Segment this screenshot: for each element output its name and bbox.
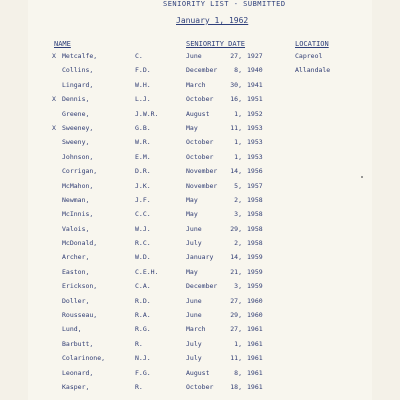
seniority-year: 1960 <box>247 311 263 320</box>
employee-name: McInnis, <box>62 210 94 219</box>
seniority-list <box>28 50 372 395</box>
document-heading: SENIORITY LIST - SUBMITTED <box>163 0 286 8</box>
seniority-month: June <box>186 224 202 233</box>
seniority-year: 1961 <box>247 339 263 348</box>
list-row <box>28 381 372 395</box>
seniority-day: 27, <box>230 296 242 305</box>
seniority-month: November <box>186 167 218 176</box>
list-row <box>28 223 372 237</box>
employee-initials: W.J. <box>135 224 151 233</box>
seniority-day: 30, <box>230 80 242 89</box>
list-row <box>28 338 372 352</box>
employee-initials: N.J. <box>135 354 151 363</box>
list-row <box>28 180 372 194</box>
seniority-day: 18, <box>230 382 242 391</box>
seniority-day: 21, <box>230 267 242 276</box>
seniority-year: 1956 <box>247 167 263 176</box>
seniority-day: 3, <box>234 282 242 291</box>
seniority-year: 1959 <box>247 282 263 291</box>
seniority-month: March <box>186 80 206 89</box>
seniority-year: 1961 <box>247 382 263 391</box>
employee-name: Rousseau, <box>62 311 98 320</box>
employee-initials: R. <box>135 339 143 348</box>
list-row <box>28 122 372 136</box>
list-row <box>28 50 372 64</box>
employee-name: Johnson, <box>62 152 94 161</box>
employee-name: Colarinone, <box>62 354 106 363</box>
seniority-year: 1961 <box>247 354 263 363</box>
employee-name: Lund, <box>62 325 82 334</box>
employee-initials: C. <box>135 52 143 60</box>
list-row <box>28 237 372 251</box>
list-row <box>28 136 372 150</box>
seniority-day: 27, <box>230 325 242 334</box>
seniority-year: 1959 <box>247 267 263 276</box>
employee-initials: R.A. <box>135 311 151 320</box>
employee-name: Corrigan, <box>62 167 98 176</box>
seniority-month: October <box>186 95 214 104</box>
employee-name: Metcalfe, <box>62 52 98 60</box>
seniority-month: March <box>186 325 206 334</box>
seniority-year: 1958 <box>247 195 263 204</box>
list-row <box>28 151 372 165</box>
list-row <box>28 194 372 208</box>
seniority-day: 27, <box>230 52 242 60</box>
column-header-name: NAME <box>54 40 71 48</box>
employee-initials: J.K. <box>135 181 151 190</box>
list-row <box>28 108 372 122</box>
document-date: January 1, 1962 <box>176 16 249 25</box>
employee-name: Dennis, <box>62 95 90 104</box>
employee-initials: D.R. <box>135 167 151 176</box>
seniority-year: 1951 <box>247 95 263 104</box>
seniority-month: May <box>186 267 198 276</box>
employee-initials: W.R. <box>135 138 151 147</box>
employee-name: Erickson, <box>62 282 98 291</box>
employee-initials: G.B. <box>135 123 151 132</box>
column-header-location: LOCATION <box>295 40 329 48</box>
row-mark: X <box>52 95 56 104</box>
paper-speck <box>361 176 363 178</box>
seniority-day: 3, <box>234 210 242 219</box>
seniority-month: June <box>186 296 202 305</box>
row-mark: X <box>52 123 56 132</box>
seniority-month: December <box>186 282 218 291</box>
list-row <box>28 79 372 93</box>
list-row <box>28 367 372 381</box>
seniority-year: 1941 <box>247 80 263 89</box>
seniority-month: June <box>186 311 202 320</box>
seniority-day: 2, <box>234 239 242 248</box>
employee-name: Greene, <box>62 109 90 118</box>
list-row <box>28 295 372 309</box>
employee-initials: E.M. <box>135 152 151 161</box>
employee-name: Kasper, <box>62 382 90 391</box>
list-row <box>28 251 372 265</box>
seniority-month: November <box>186 181 218 190</box>
seniority-year: 1953 <box>247 138 263 147</box>
employee-initials: R.D. <box>135 296 151 305</box>
seniority-day: 29, <box>230 311 242 320</box>
seniority-day: 11, <box>230 354 242 363</box>
employee-name: Leonard, <box>62 368 94 377</box>
seniority-month: May <box>186 210 198 219</box>
seniority-day: 11, <box>230 123 242 132</box>
seniority-year: 1958 <box>247 210 263 219</box>
employee-location: Allandale <box>295 66 331 75</box>
seniority-year: 1953 <box>247 152 263 161</box>
employee-initials: F.G. <box>135 368 151 377</box>
seniority-month: May <box>186 195 198 204</box>
employee-name: Collins, <box>62 66 94 75</box>
employee-name: Barbutt, <box>62 339 94 348</box>
employee-name: Sweeny, <box>62 138 90 147</box>
seniority-month: January <box>186 253 214 262</box>
seniority-month: October <box>186 382 214 391</box>
employee-initials: R.G. <box>135 325 151 334</box>
list-row <box>28 309 372 323</box>
seniority-month: August <box>186 109 210 118</box>
seniority-year: 1958 <box>247 239 263 248</box>
employee-initials: C.A. <box>135 282 151 291</box>
employee-name: Easton, <box>62 267 90 276</box>
seniority-month: August <box>186 368 210 377</box>
seniority-year: 1959 <box>247 253 263 262</box>
employee-initials: J.W.R. <box>135 109 159 118</box>
list-row <box>28 352 372 366</box>
employee-initials: J.F. <box>135 195 151 204</box>
seniority-year: 1927 <box>247 52 263 60</box>
seniority-day: 14, <box>230 167 242 176</box>
employee-name: Lingard, <box>62 80 94 89</box>
employee-name: McDonald, <box>62 239 98 248</box>
document-page <box>28 0 372 400</box>
seniority-day: 2, <box>234 195 242 204</box>
seniority-month: October <box>186 138 214 147</box>
row-mark: X <box>52 52 56 60</box>
seniority-month: July <box>186 339 202 348</box>
seniority-day: 1, <box>234 109 242 118</box>
employee-name: Valois, <box>62 224 90 233</box>
employee-name: McMahon, <box>62 181 94 190</box>
employee-initials: C.C. <box>135 210 151 219</box>
list-row <box>28 93 372 107</box>
seniority-month: July <box>186 239 202 248</box>
seniority-day: 29, <box>230 224 242 233</box>
seniority-day: 1, <box>234 138 242 147</box>
seniority-year: 1960 <box>247 296 263 305</box>
seniority-day: 14, <box>230 253 242 262</box>
employee-initials: W.D. <box>135 253 151 262</box>
seniority-month: December <box>186 66 218 75</box>
employee-initials: C.E.H. <box>135 267 159 276</box>
employee-initials: W.H. <box>135 80 151 89</box>
seniority-day: 1, <box>234 152 242 161</box>
seniority-year: 1952 <box>247 109 263 118</box>
list-row <box>28 165 372 179</box>
seniority-day: 8, <box>234 66 242 75</box>
seniority-month: June <box>186 52 202 60</box>
seniority-day: 8, <box>234 368 242 377</box>
employee-location: Capreol <box>295 52 323 60</box>
employee-name: Doller, <box>62 296 90 305</box>
seniority-month: May <box>186 123 198 132</box>
employee-initials: R. <box>135 382 143 391</box>
list-row <box>28 323 372 337</box>
seniority-month: October <box>186 152 214 161</box>
seniority-day: 16, <box>230 95 242 104</box>
seniority-year: 1961 <box>247 325 263 334</box>
list-row <box>28 266 372 280</box>
seniority-year: 1961 <box>247 368 263 377</box>
list-row <box>28 280 372 294</box>
list-row <box>28 208 372 222</box>
column-header-seniority-date: SENIORITY DATE <box>186 40 246 48</box>
seniority-year: 1958 <box>247 224 263 233</box>
list-row <box>28 64 372 78</box>
employee-initials: L.J. <box>135 95 151 104</box>
seniority-year: 1953 <box>247 123 263 132</box>
employee-initials: R.C. <box>135 239 151 248</box>
seniority-day: 1, <box>234 339 242 348</box>
seniority-year: 1940 <box>247 66 263 75</box>
seniority-month: July <box>186 354 202 363</box>
seniority-year: 1957 <box>247 181 263 190</box>
seniority-day: 5, <box>234 181 242 190</box>
employee-name: Newman, <box>62 195 90 204</box>
employee-name: Archer, <box>62 253 90 262</box>
employee-name: Sweeney, <box>62 123 94 132</box>
employee-initials: F.D. <box>135 66 151 75</box>
